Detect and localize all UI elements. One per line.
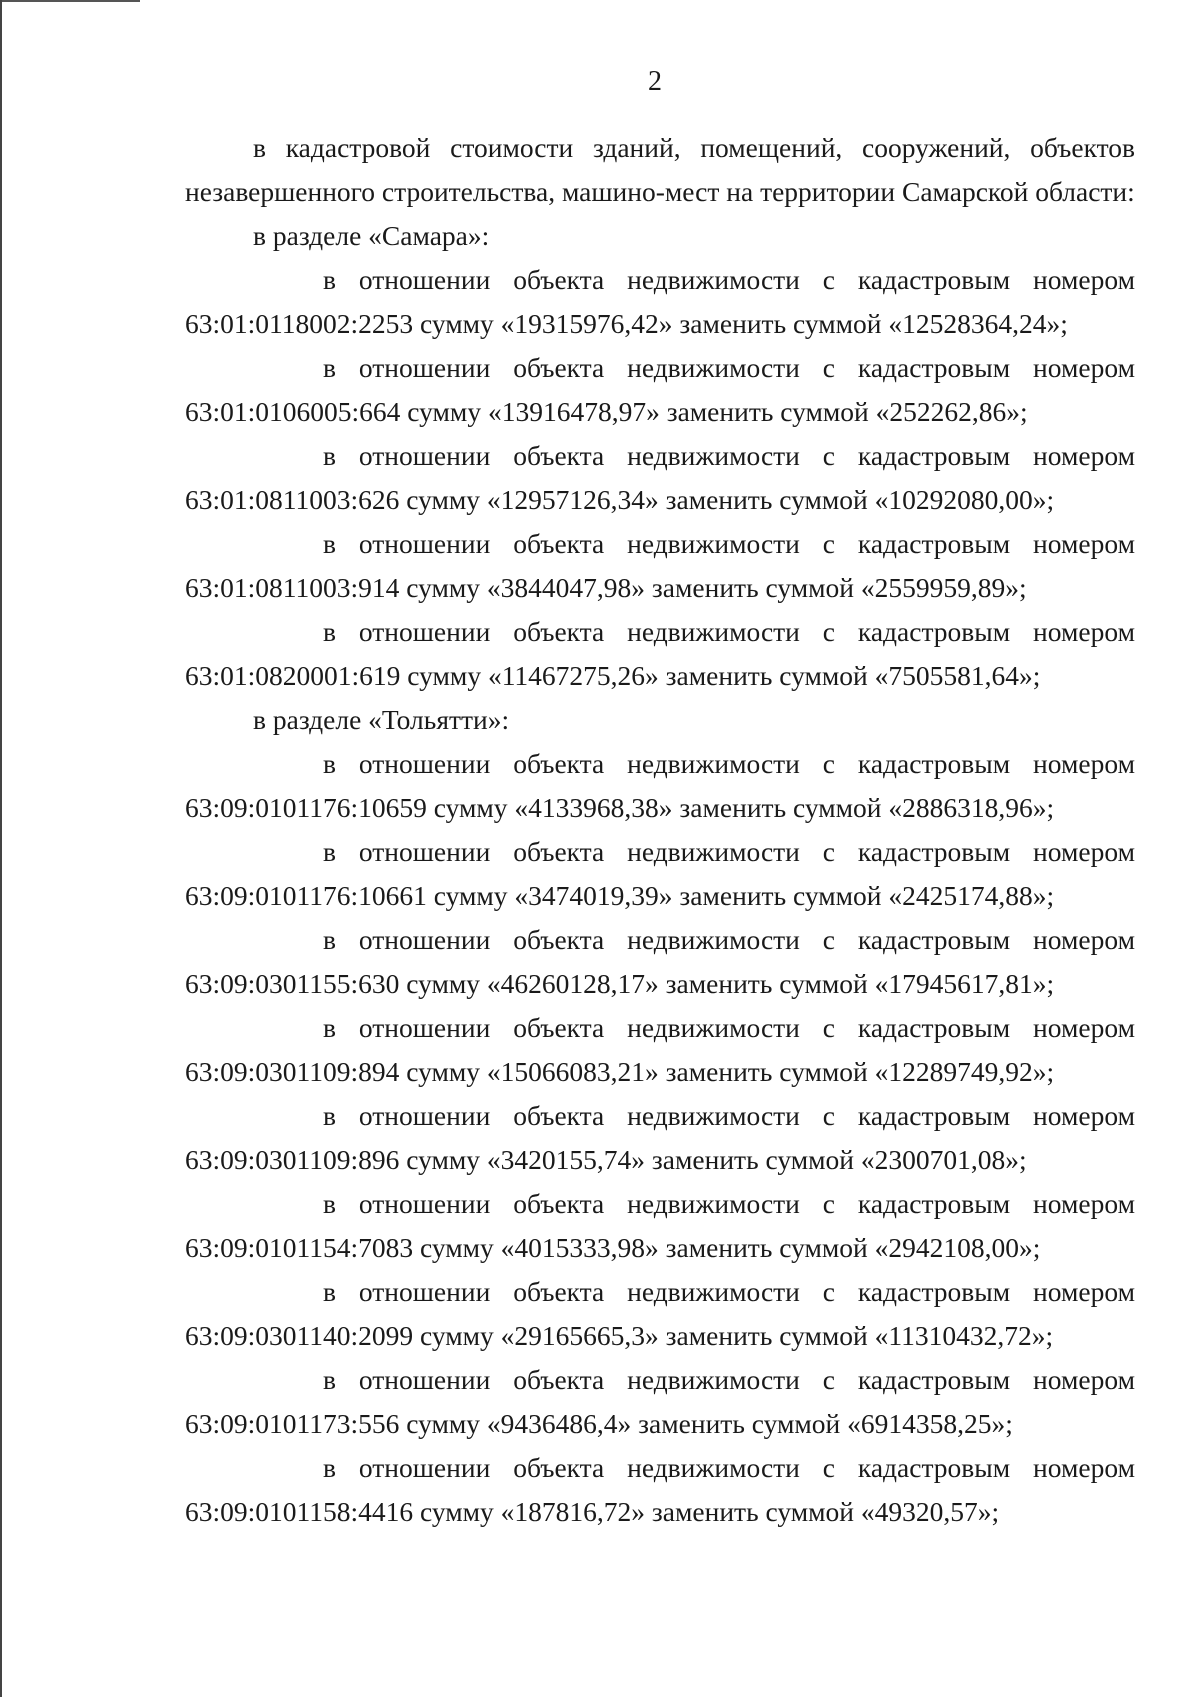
item-details: 63:09:0101176:10659 сумму «4133968,38» заменить суммой «2886318,96»; — [185, 792, 1055, 823]
amendment-item — [185, 258, 1135, 346]
item-details: 63:09:0301109:896 сумму «3420155,74» заменить суммой «2300701,08»; — [185, 1144, 1027, 1175]
item-prefix: в отношении объекта недвижимости с кадастровым номером — [323, 264, 1135, 295]
amendment-item — [185, 346, 1135, 434]
item-details: 63:01:0811003:914 сумму «3844047,98» заменить суммой «2559959,89»; — [185, 572, 1027, 603]
item-details: 63:09:0301140:2099 сумму «29165665,3» заменить суммой «11310432,72»; — [185, 1320, 1054, 1351]
sections-container — [185, 214, 1135, 1534]
amendment-item — [185, 918, 1135, 1006]
item-prefix: в отношении объекта недвижимости с кадастровым номером — [323, 1276, 1135, 1307]
item-prefix: в отношении объекта недвижимости с кадастровым номером — [323, 1452, 1135, 1483]
item-details: 63:09:0101154:7083 сумму «4015333,98» заменить суммой «2942108,00»; — [185, 1232, 1041, 1263]
amendment-item — [185, 1270, 1135, 1358]
item-prefix: в отношении объекта недвижимости с кадастровым номером — [323, 440, 1135, 471]
item-prefix: в отношении объекта недвижимости с кадастровым номером — [323, 352, 1135, 383]
item-details: 63:01:0811003:626 сумму «12957126,34» заменить суммой «10292080,00»; — [185, 484, 1055, 515]
amendment-item — [185, 1358, 1135, 1446]
item-details: 63:01:0106005:664 сумму «13916478,97» заменить суммой «252262,86»; — [185, 396, 1028, 427]
amendment-item — [185, 1446, 1135, 1534]
scan-edge-left — [0, 0, 2, 1697]
item-details: 63:01:0820001:619 сумму «11467275,26» заменить суммой «7505581,64»; — [185, 660, 1041, 691]
amendment-item — [185, 434, 1135, 522]
item-prefix: в отношении объекта недвижимости с кадастровым номером — [323, 528, 1135, 559]
intro-paragraph: в кадастровой стоимости зданий, помещений, сооружений, объектов незавершенного строительства, машино-мест на территории Самарской области: — [185, 132, 1135, 207]
item-prefix: в отношении объекта недвижимости с кадастровым номером — [323, 924, 1135, 955]
item-details: 63:09:0101158:4416 сумму «187816,72» заменить суммой «49320,57»; — [185, 1496, 1000, 1527]
section-heading: в разделе «Самара»: — [253, 220, 490, 251]
amendment-item — [185, 610, 1135, 698]
amendment-item — [185, 522, 1135, 610]
item-details: 63:01:0118002:2253 сумму «19315976,42» заменить суммой «12528364,24»; — [185, 308, 1068, 339]
document-body — [185, 126, 1135, 1534]
item-prefix: в отношении объекта недвижимости с кадастровым номером — [323, 1188, 1135, 1219]
amendment-item — [185, 830, 1135, 918]
scan-edge-top — [0, 0, 140, 2]
amendment-item — [185, 1094, 1135, 1182]
item-prefix: в отношении объекта недвижимости с кадастровым номером — [323, 836, 1135, 867]
item-prefix: в отношении объекта недвижимости с кадастровым номером — [323, 748, 1135, 779]
page-number: 2 — [648, 66, 662, 97]
item-prefix: в отношении объекта недвижимости с кадастровым номером — [323, 616, 1135, 647]
item-prefix: в отношении объекта недвижимости с кадастровым номером — [323, 1100, 1135, 1131]
item-prefix: в отношении объекта недвижимости с кадастровым номером — [323, 1012, 1135, 1043]
item-details: 63:09:0101173:556 сумму «9436486,4» заменить суммой «6914358,25»; — [185, 1408, 1013, 1439]
amendment-item — [185, 1006, 1135, 1094]
item-details: 63:09:0101176:10661 сумму «3474019,39» заменить суммой «2425174,88»; — [185, 880, 1055, 911]
item-prefix: в отношении объекта недвижимости с кадастровым номером — [323, 1364, 1135, 1395]
amendment-item — [185, 1182, 1135, 1270]
item-details: 63:09:0301155:630 сумму «46260128,17» заменить суммой «17945617,81»; — [185, 968, 1055, 999]
item-details: 63:09:0301109:894 сумму «15066083,21» заменить суммой «12289749,92»; — [185, 1056, 1055, 1087]
amendment-item — [185, 742, 1135, 830]
section-heading: в разделе «Тольятти»: — [253, 704, 510, 735]
